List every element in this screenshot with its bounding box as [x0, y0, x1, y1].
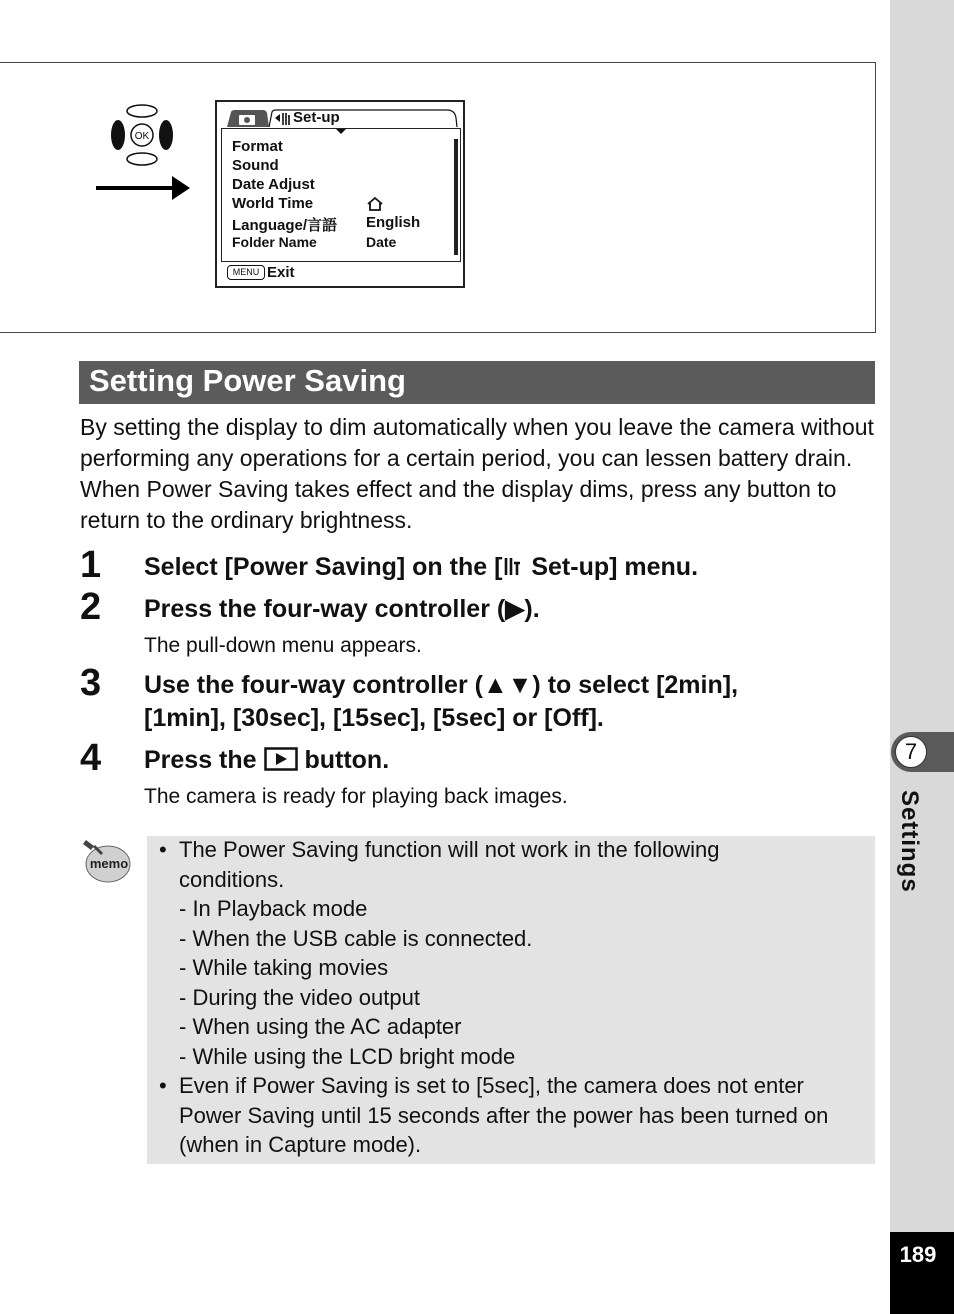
setup-wrench-icon — [502, 555, 524, 577]
section-heading-bar — [79, 361, 875, 404]
pointer-arrow-head — [172, 176, 190, 200]
home-icon — [366, 196, 384, 212]
memo-bullet-2-line-1: Even if Power Saving is set to [5sec], the camera does not enter — [179, 1073, 804, 1098]
chapter-label: Settings — [896, 790, 923, 893]
intro-paragraph: By setting the display to dim automatically when you leave the camera without performing any operations for a certain period, you can lessen battery drain. When Power Saving takes effect and the display dims, press any button to return to the ordinary brightness. — [80, 414, 874, 533]
lcd-item-language: Language/言語 — [232, 217, 338, 234]
lcd-scrollbar — [454, 139, 458, 255]
step-3-line-1: Use the four-way controller (▲▼) to select [2min], — [144, 671, 739, 699]
step-3-number: 3 — [80, 662, 102, 704]
step-4-subtext: The camera is ready for playing back images. — [144, 785, 568, 808]
memo-bullet-1-line-2: conditions. — [179, 867, 285, 892]
lcd-setup-screen — [215, 100, 465, 288]
lcd-item-folder-name: Folder Name — [232, 234, 317, 250]
chapter-number: 7 — [895, 736, 927, 768]
step-4-number: 4 — [80, 737, 102, 779]
memo-bullet-2-line-3: (when in Capture mode). — [179, 1132, 422, 1157]
step-2-subtext: The pull-down menu appears. — [144, 634, 422, 657]
lcd-value-folder-name: Date — [366, 234, 397, 250]
step-1-number: 1 — [80, 544, 102, 586]
memo-sub-item: - In Playback mode — [179, 896, 368, 921]
step-1-text-before: Select [Power Saving] on the [ — [144, 553, 503, 581]
memo-icon — [80, 838, 132, 886]
step-4-text-after: button. — [297, 746, 390, 774]
pointer-arrow-shaft — [96, 186, 176, 190]
page-number: 189 — [899, 1242, 937, 1267]
lcd-menu-list — [221, 128, 461, 262]
memo-bullet-2-icon: • — [159, 1073, 167, 1098]
memo-sub-item: - During the video output — [179, 985, 420, 1010]
section-title: Setting Power Saving — [89, 363, 406, 398]
lcd-item-format: Format — [232, 138, 283, 155]
four-way-controller-icon — [108, 102, 176, 168]
memo-bullet-1-icon: • — [159, 837, 167, 862]
memo-bullet-2-line-2: Power Saving until 15 seconds after the power has been turned on — [179, 1103, 829, 1128]
lcd-item-date-adjust: Date Adjust — [232, 176, 315, 193]
side-tab-column — [890, 0, 954, 1314]
lcd-tab-bar — [225, 108, 459, 128]
memo-box — [147, 836, 875, 1164]
lcd-value-language: English — [366, 214, 421, 231]
ok-label: OK — [134, 131, 150, 142]
lcd-item-sound: Sound — [232, 157, 279, 174]
step-1-text-after: Set-up] menu. — [524, 553, 699, 581]
lcd-tab-title: Set-up — [293, 109, 340, 126]
memo-sub-item: - While taking movies — [179, 955, 389, 980]
lcd-item-world-time: World Time — [232, 195, 314, 212]
step-1-text — [144, 551, 864, 584]
step-4-text — [144, 744, 864, 777]
memo-icon-label: memo — [89, 856, 129, 871]
exit-label: Exit — [267, 264, 295, 281]
memo-sub-item: - When using the AC adapter — [179, 1014, 462, 1039]
playback-button-icon — [264, 747, 298, 771]
menu-button-badge: MENU — [227, 265, 265, 280]
step-4-text-before: Press the — [144, 746, 264, 774]
memo-sub-item: - While using the LCD bright mode — [179, 1044, 516, 1069]
memo-sub-item: - When the USB cable is connected. — [179, 926, 533, 951]
memo-bullet-1-line-1: The Power Saving function will not work in the following — [179, 837, 720, 862]
step-2-text: Press the four-way controller (▶). — [144, 595, 540, 623]
step-3-line-2: [1min], [30sec], [15sec], [5sec] or [Off]. — [144, 704, 604, 732]
step-2-number: 2 — [80, 586, 102, 628]
